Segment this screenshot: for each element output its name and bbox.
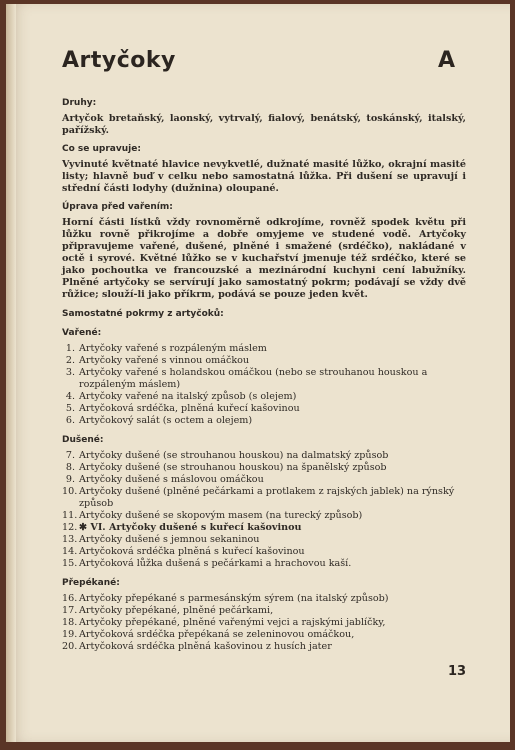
item-text: Artyčoková srdéčka, plněná kuřecí kašovinou — [79, 403, 300, 414]
book-page — [6, 4, 510, 742]
recipe-list-dusene — [62, 450, 466, 570]
item-number: 14. — [62, 546, 78, 557]
item-text: Artyčoková srdéčka přepékaná se zeleninovou omáčkou, — [79, 629, 355, 640]
item-number: 5. — [65, 403, 75, 414]
item-text: Artyčoky dušené s máslovou omáčkou — [79, 474, 264, 485]
list-item — [62, 534, 466, 546]
item-text: Artyčoky vařené na italský způsob (s olejem) — [79, 391, 297, 402]
list-item — [62, 558, 466, 570]
item-number: 18. — [62, 617, 78, 628]
item-number: 4. — [65, 391, 75, 402]
item-text: Artyčoková lůžka dušená s pečárkami a hrachovou kaší. — [79, 558, 352, 569]
list-item — [62, 415, 466, 427]
page-title: Artyčoky — [62, 48, 176, 73]
list-item — [62, 617, 466, 629]
upravuje-heading: Co se upravuje: — [62, 144, 141, 154]
list-item — [62, 462, 466, 474]
samostatne-heading: Samostatné pokrmy z artyčoků: — [62, 309, 224, 319]
item-text: Artyčoky dušené (plněné pečárkami a protlakem z rajských jablek) na rýnský způsob — [79, 486, 455, 509]
list-item — [62, 355, 466, 367]
item-number: 7. — [65, 450, 75, 461]
item-text: Artyčoky dušené (se strouhanou houskou) na španělský způsob — [79, 462, 387, 473]
list-item — [62, 474, 466, 486]
item-text: Artyčoky vařené s rozpáleným máslem — [79, 343, 267, 354]
item-text: ✱ VI. Artyčoky dušené s kuřecí kašovinou — [79, 522, 302, 533]
item-number: 12. — [62, 522, 78, 533]
item-number: 17. — [62, 605, 78, 616]
item-text: Artyčoky přepékané, plněné pečárkami, — [79, 605, 274, 616]
list-item — [62, 593, 466, 605]
item-number: 10. — [62, 486, 78, 497]
item-text: Artyčoky přepékané, plněné vařenými vejci a rajskými jablíčky, — [79, 617, 386, 628]
recipe-list-prepekane — [62, 593, 466, 653]
item-text: Artyčokový salát (s octem a olejem) — [79, 415, 253, 426]
list-item — [62, 510, 466, 522]
page-content — [62, 97, 466, 657]
list-item — [62, 403, 466, 415]
upravuje-text: Vyvinuté květnaté hlavice nevykvetlé, dužnaté masité lůžko, okrajní masité listy; hlavně buď v celku nebo samostatná lůžka. Při dušení se upravují i střední části lodyhy (dužnina) oloupané. — [62, 159, 466, 194]
group-heading-varene: Vařené: — [62, 328, 102, 338]
group-heading-prepekane: Přepékané: — [62, 578, 120, 588]
item-number: 19. — [62, 629, 78, 640]
druhy-text: Artyčok bretaňský, laonský, vytrvalý, fialový, benátský, toskánský, italský, pařížský. — [62, 113, 466, 136]
list-item — [62, 343, 466, 355]
item-text: Artyčoky dušené (se strouhanou houskou) na dalmatský způsob — [79, 450, 389, 461]
list-item — [62, 546, 466, 558]
list-item — [62, 605, 466, 617]
item-number: 11. — [62, 510, 78, 521]
list-item — [62, 486, 466, 510]
list-item — [62, 522, 466, 534]
recipe-list-varene — [62, 343, 466, 427]
item-number: 9. — [65, 474, 75, 485]
item-text: Artyčoky přepékané s parmesánským sýrem (na italský způsob) — [79, 593, 389, 604]
item-text: Artyčoky dušené s jemnou sekaninou — [79, 534, 260, 545]
page-number: 13 — [448, 664, 467, 679]
list-item — [62, 367, 466, 391]
section-letter: A — [438, 48, 456, 73]
item-number: 20. — [62, 641, 78, 652]
item-number: 13. — [62, 534, 78, 545]
group-heading-dusene: Dušené: — [62, 435, 104, 445]
item-number: 3. — [65, 367, 75, 378]
item-text: Artyčoková srdéčka plněná s kuřecí kašovinou — [79, 546, 305, 557]
item-text: Artyčoky vařené s holandskou omáčkou (nebo se strouhanou houskou a rozpáleným máslem) — [79, 367, 428, 390]
list-item — [62, 450, 466, 462]
item-number: 16. — [62, 593, 78, 604]
item-number: 1. — [65, 343, 75, 354]
uprava-heading: Úprava před vařením: — [62, 202, 173, 212]
page-binding-shadow — [6, 4, 16, 742]
list-item — [62, 641, 466, 653]
item-number: 8. — [65, 462, 75, 473]
item-text: Artyčoky dušené se skopovým masem (na turecký způsob) — [79, 510, 363, 521]
item-text: Artyčoková srdéčka plněná kašovinou z husích jater — [79, 641, 332, 652]
list-item — [62, 629, 466, 641]
item-number: 15. — [62, 558, 78, 569]
item-number: 2. — [65, 355, 75, 366]
item-number: 6. — [65, 415, 75, 426]
druhy-heading: Druhy: — [62, 98, 97, 108]
list-item — [62, 391, 466, 403]
item-text: Artyčoky vařené s vinnou omáčkou — [79, 355, 250, 366]
uprava-text: Horní části lístků vždy rovnoměrně odkrojíme, rovněž spodek květu při lůžku rovně přikrojíme a dobře omyjeme ve studené vodě. Artyčoky připravujeme vařené, dušené, plněné i smažené (srdéčko), nakládané v octě i syrové. Květné lůžko se v kuchařství jmenuje též srdéčko, které se jako pochoutka ve francouzské a mezinárodní kuchyni cení labužníky. Plněné artyčoky se servírují jako samostatný pokrm; podávají se vždy dvě růžice; slouží-li jako příkrm, podává se pouze jeden květ. — [62, 217, 466, 300]
